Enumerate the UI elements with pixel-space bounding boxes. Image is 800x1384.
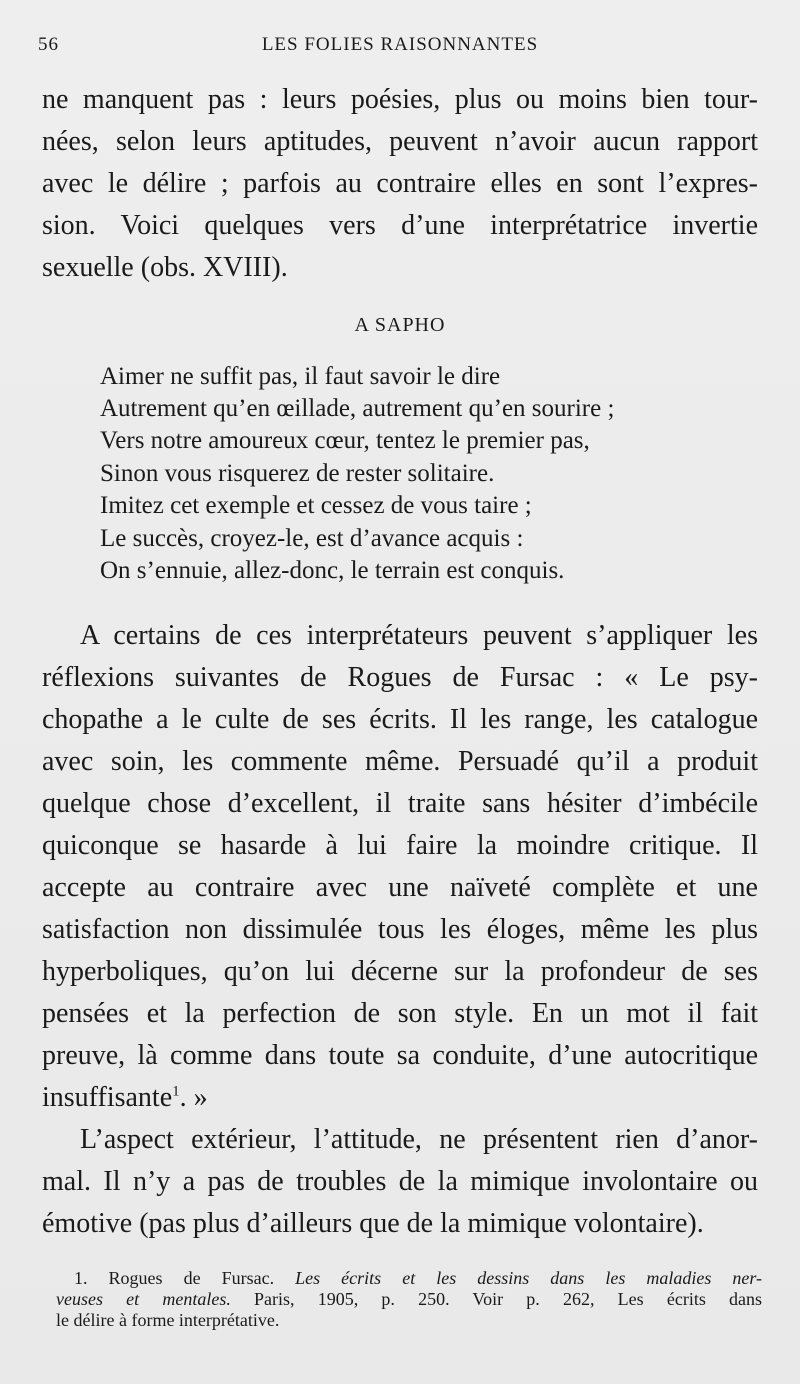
text-line: quelque chose d’excellent, il traite sans hésiter d’imbécile: [42, 788, 758, 819]
text-line: réflexions suivantes de Rogues de Fursac : « Le psy-: [42, 662, 758, 693]
text-line: avec le délire ; parfois au contraire elles en sont l’expres-: [42, 168, 758, 199]
text-line: chopathe a le culte de ses écrits. Il les range, les catalogue: [42, 704, 758, 735]
footnote-line: le délire à forme interprétative.: [56, 1310, 280, 1330]
text-line: L’aspect extérieur, l’attitude, ne présentent rien d’anor-: [80, 1124, 758, 1155]
text-line: satisfaction non dissimulée tous les éloges, même les plus: [42, 914, 758, 945]
text-line: A certains de ces interprétateurs peuvent s’appliquer les: [80, 620, 758, 651]
footnote-reference[interactable]: 1: [172, 1083, 180, 1100]
running-head: [38, 34, 762, 58]
text-line: avec soin, les commente même. Persuadé qu’il a produit: [42, 746, 758, 777]
text-line: preuve, là comme dans toute sa conduite, d’une autocritique: [42, 1040, 758, 1071]
text-line: ne manquent pas : leurs poésies, plus ou moins bien tour-: [42, 84, 758, 115]
text-line: accepte au contraire avec une naïveté complète et une: [42, 872, 758, 903]
footnote-number: 1.: [74, 1268, 88, 1288]
poem-line: Sinon vous risquerez de rester solitaire.: [100, 460, 495, 487]
text-line: nées, selon leurs aptitudes, peuvent n’avoir aucun rapport: [42, 126, 758, 157]
poem-line: Imitez cet exemple et cessez de vous taire ;: [100, 492, 532, 519]
poem-line: On s’ennuie, allez-donc, le terrain est conquis.: [100, 557, 565, 584]
text-line: sion. Voici quelques vers d’une interprétatrice invertie: [42, 210, 758, 241]
text-line: sexuelle (obs. XVIII).: [42, 252, 288, 283]
footnote-title: veuses et mentales.: [56, 1289, 231, 1309]
running-title: LES FOLIES RAISONNANTES: [261, 34, 539, 55]
text-line: hyperboliques, qu’on lui décerne sur la profondeur de ses: [42, 956, 758, 987]
footnote-publication: Paris, 1905, p. 250. Voir p. 262, Les écrits dans: [254, 1289, 763, 1309]
poem-line: Autrement qu’en œillade, autrement qu’en sourire ;: [100, 395, 615, 422]
page-number: 56: [38, 34, 59, 55]
text-line: émotive (pas plus d’ailleurs que de la mimique volontaire).: [42, 1208, 704, 1239]
text-fragment: . »: [179, 1082, 208, 1113]
text-line-with-footnote: [42, 1084, 758, 1112]
footnote-line: [56, 1289, 762, 1310]
poem-line: Aimer ne suffit pas, il faut savoir le dire: [100, 363, 501, 390]
text-line: pensées et la perfection de son style. En un mot il fait: [42, 998, 758, 1029]
text-fragment: insuffisante: [42, 1082, 173, 1113]
text-line: quiconque se hasarde à lui faire la moindre critique. Il: [42, 830, 758, 861]
footnote-title: Les écrits et les dessins dans les maladies ner-: [295, 1268, 763, 1288]
footnote: [56, 1268, 762, 1331]
text-line: mal. Il n’y a pas de troubles de la mimique involontaire ou: [42, 1166, 758, 1197]
poem-title: A SAPHO: [354, 314, 446, 336]
poem-line: Vers notre amoureux cœur, tentez le premier pas,: [100, 427, 590, 454]
footnote-author: Rogues de Fursac.: [108, 1268, 275, 1288]
footnote-line: [56, 1268, 762, 1289]
poem-line: Le succès, croyez-le, est d’avance acquis :: [100, 525, 524, 552]
